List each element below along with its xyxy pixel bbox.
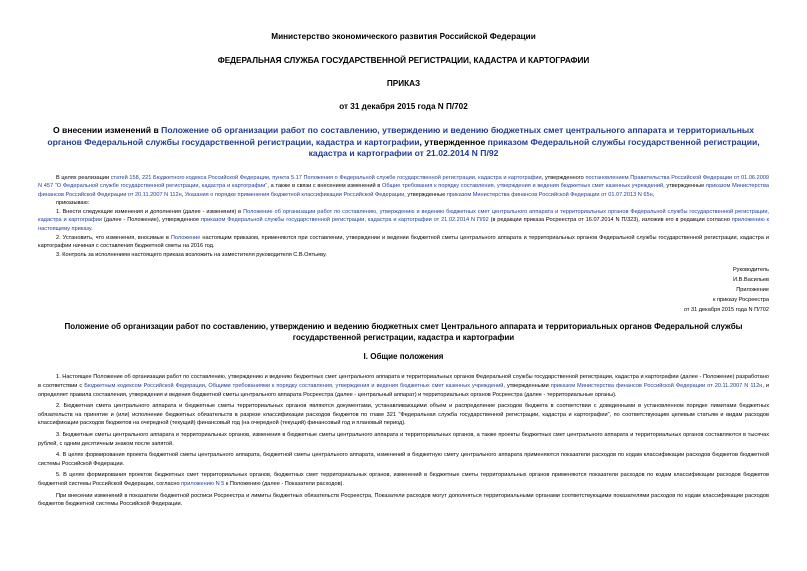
link-minfin-65n[interactable]: приказом Министерства финансов Российской Федерации от 01.07.2013 N 65н bbox=[446, 191, 653, 198]
text: , и определяет правила составления, утверждения и ведения бюджетной сметы центрального аппарата Росреестра (далее - центральный аппарат) и территориальных органов Росреестра (далее - территориальные органы). bbox=[38, 383, 770, 398]
link-order-p92[interactable]: приказом Федеральной службы государственной регистрации, кадастра и картографии от 21.02.2014 N П/92 bbox=[201, 217, 489, 224]
signer-role: Руководитель bbox=[732, 267, 769, 274]
text: , утвержденные bbox=[663, 183, 707, 190]
text: , утвержденными bbox=[503, 383, 551, 390]
text: к Положению (далее - Показатели расходов). bbox=[224, 480, 344, 487]
title-text: О внесении изменений в bbox=[52, 125, 162, 135]
text: . bbox=[91, 226, 93, 233]
preamble-paragraph bbox=[38, 174, 769, 200]
title-link-order[interactable]: приказом Федеральной службы государственной регистрации, кадастра и картографии от 21.02.2014 N П/92 bbox=[308, 136, 760, 158]
text: , bbox=[138, 174, 143, 181]
order-title bbox=[38, 125, 769, 160]
regulation-point-5 bbox=[38, 471, 769, 488]
signer-name: И.В.Васильев bbox=[733, 277, 769, 284]
link-regulation-short[interactable]: Положение bbox=[170, 234, 201, 241]
link-regulation[interactable]: Положение об организации работ по составлению, утверждению и ведению бюджетных смет центрального аппарата и территориальных органов Федеральной службы государственной регистрации, кадастра и картографии bbox=[38, 208, 769, 224]
order-word: приказываю: bbox=[56, 200, 90, 207]
link-minfin-112n[interactable]: приказом Министерства финансов Российской Федерации от 20.11.2007 N 112н bbox=[38, 183, 769, 198]
regulation-point-5-note: При внесении изменений в показатели бюджетной росписи Росреестра и лимиты бюджетных обязательств Росреестра, Показатели расходов могут дополняться территориальными органами соответствующими показателями расходов по кодам классификации расходов бюджетов бюджетной системы Российской Федерации. bbox=[38, 492, 769, 508]
text: , bbox=[204, 383, 209, 390]
text: (далее - Положение), утвержденное bbox=[101, 217, 201, 224]
item-1 bbox=[38, 208, 769, 234]
link-government-decree[interactable]: постановлением Правительства Российской Федерации от 01.06.2009 N 457 "О Федеральной службе государственной регистрации, кадастра и картографии" bbox=[38, 174, 770, 190]
text: 5. В целях формирования проектов бюджетных смет территориальных органов, бюджетных смет территориальных органов, изменений в бюджетные сметы территориальных органов применяются показатели расходов по кодам классификации расходов бюджетов бюджетной системы Российской Федерации, согласно bbox=[38, 472, 769, 487]
link-classification-guide[interactable]: Указания о порядке применения бюджетной классификации Российской Федерации bbox=[184, 191, 405, 198]
appendix-title: Положение об организации работ по составлению, утверждению и ведению бюджетных смет Центрального аппарата и территориальных органов Федеральной службы государственной регистрации, кадастра и картографии bbox=[64, 322, 743, 343]
signature-block bbox=[38, 265, 769, 315]
link-budget-code[interactable]: Бюджетным кодексом Российской Федерации bbox=[84, 383, 205, 390]
appendix-to-order: к приказу Росреестра bbox=[712, 297, 769, 304]
regulation-point-1 bbox=[38, 373, 769, 399]
text: (в редакции приказа Росреестра от 16.07.2014 N П/323), изложив его в редакции согласно bbox=[488, 217, 732, 224]
regulation-point-4: 4. В целях формирования проекта бюджетной сметы центрального аппарата, бюджетной сметы центрального аппарата, изменений в бюджетную смету центрального аппарата применяются показатели расходов по кодам классификации расходов бюджетов бюджетной системы Российской Федерации. bbox=[38, 452, 769, 467]
text: , а также в связи с внесением изменений в bbox=[267, 183, 382, 190]
title-text: , утвержденное bbox=[419, 136, 488, 147]
text: 1. Внести следующие изменения и дополнения (далее - изменения) в bbox=[56, 208, 244, 215]
link-general-requirements[interactable]: Общие требования к порядку составления, утверждения и ведения бюджетных смет казенных учреждений bbox=[382, 183, 664, 190]
appendix-order-date: от 31 декабря 2015 года N П/702 bbox=[683, 307, 769, 314]
section-heading: I. Общие положения bbox=[363, 352, 444, 362]
text: 2. Бюджетная смета центрального аппарата и бюджетные сметы территориальных органов являются документами, устанавливающими объем и распределение расходов бюджета в соответствии с доведенными в установленном порядке лимитами бюджетных обязательств на принятие и (или) исполнение бюджетных обязательств в разрезе классификации расходов бюджетов по главе 321 "Федеральная служба государственной регистрации, кадастра и картографии", по соответствующим целевым статьям и видам расходов классификации расходов бюджетов на очередной (текущий) финансовый год (на очередной (текущий) финансовый год и плановый период). bbox=[38, 403, 769, 427]
text: В целях реализации bbox=[56, 174, 111, 181]
regulation-point-2 bbox=[38, 402, 769, 428]
appendix-label: Приложение bbox=[736, 287, 769, 294]
text: , bbox=[269, 174, 273, 181]
regulation-point-3: 3. Бюджетные сметы центрального аппарата и территориальных органов, изменения в бюджетные сметы центрального аппарата и территориальных органов, а также проекты бюджетных смет центрального аппарата и территориальных органов составляются в тысячах рублей, с одним десятичным знаком после запятой. bbox=[38, 432, 769, 447]
link-minfin-112n[interactable]: приказом Министерства финансов Российской Федерации от 20.11.2007 N 112н bbox=[550, 383, 763, 390]
item-3: 3. Контроль за исполнением настоящего приказа возложить на заместителя руководителя С.В.Оятьеву. bbox=[56, 251, 327, 258]
text: 1. Настоящее Положение об организации работ по составлению, утверждению и ведению бюджетных смет центрального аппарата и территориальных органов Федеральной службы государственной регистрации, кадастра и картографии (далее - Положение) разработано в соответствии с bbox=[38, 374, 769, 390]
ministry-heading: Министерство экономического развития Российской Федерации bbox=[271, 32, 536, 41]
link-article-158[interactable]: статей 158 bbox=[110, 174, 139, 181]
doc-type-heading: ПРИКАЗ bbox=[386, 79, 421, 88]
service-heading: ФЕДЕРАЛЬНАЯ СЛУЖБА ГОСУДАРСТВЕННОЙ РЕГИСТРАЦИИ, КАДАСТРА И КАРТОГРАФИИ bbox=[217, 56, 590, 65]
text: , bbox=[181, 191, 185, 198]
title-link-regulation[interactable]: Положение об организации работ по составлению, утверждению и ведению бюджетных смет центрального аппарата и территориальных органов Федеральной службы государственной регистрации, кадастра и картографии bbox=[47, 125, 755, 147]
text: 2. Установить, что изменения, вносимые в bbox=[56, 234, 171, 241]
text: , утвержденные bbox=[404, 191, 447, 198]
text: , утвержденного bbox=[541, 174, 586, 181]
link-appendix-5[interactable]: приложению N 5 bbox=[181, 480, 225, 487]
link-appendix[interactable]: приложению к настоящему приказу bbox=[38, 217, 770, 233]
item-2 bbox=[38, 234, 769, 251]
order-date-number: от 31 декабря 2015 года N П/702 bbox=[339, 102, 468, 111]
text: настоящим приказом, применяются при составлении, утверждении и ведении бюджетной сметы центрального аппарата и территориальных органов Федеральной службы государственной регистрации, кадастра и картографии начиная с составления бюджетной сметы на 2016 год. bbox=[38, 234, 769, 250]
link-general-requirements[interactable]: Общими требованиями к порядку составления, утверждения и ведения бюджетных смет казенных учреждений bbox=[208, 383, 504, 390]
link-regulation-point[interactable]: пункта 5.17 Положения о Федеральной службе государственной регистрации, кадастра и картографии bbox=[272, 174, 542, 181]
text: , bbox=[652, 191, 655, 198]
link-budget-code[interactable]: 221 Бюджетного кодекса Российской Федерации bbox=[142, 174, 270, 181]
